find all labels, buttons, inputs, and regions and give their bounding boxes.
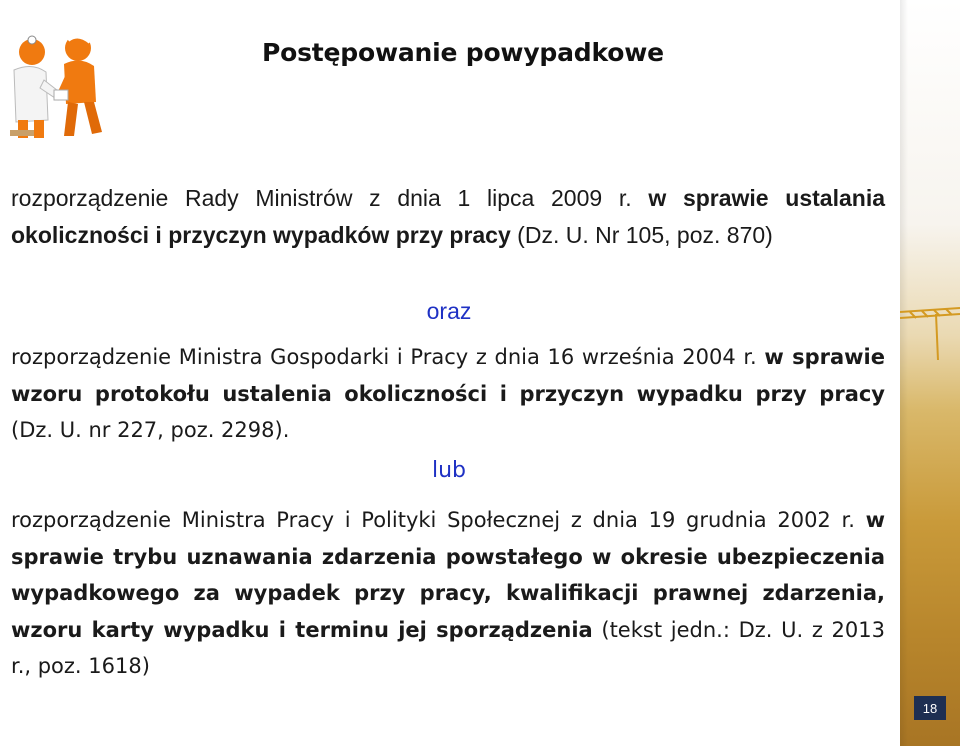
regulation-1-citation: (Dz. U. Nr 105, poz. 870) xyxy=(510,221,773,248)
injured-figure-icon xyxy=(54,35,102,136)
regulation-1 xyxy=(11,180,885,253)
regulation-2 xyxy=(11,339,885,449)
page-title: Postępowanie powypadkowe xyxy=(262,38,664,67)
construction-crane-icon xyxy=(900,300,960,360)
regulation-2-subject: w sprawie wzoru protokołu ustalenia okoliczności i przyczyn wypadku przy pracy xyxy=(11,345,886,406)
regulation-2-citation: (Dz. U. nr 227, poz. 2298). xyxy=(11,418,290,442)
regulation-3-citation: (tekst jedn.: Dz. U. z 2013 r., poz. 1618) xyxy=(11,617,885,678)
first-aid-illustration xyxy=(0,30,120,145)
regulation-3-intro: rozporządzenie Ministra Pracy i Polityki Społecznej z dnia 19 grudnia 2002 r. xyxy=(11,508,866,532)
doctor-figure-icon xyxy=(10,36,62,138)
regulation-1-intro: rozporządzenie Rady Ministrów z dnia 1 lipca 2009 r. xyxy=(11,185,649,211)
regulation-3 xyxy=(11,502,885,685)
regulation-2-intro: rozporządzenie Ministra Gospodarki i Pracy z dnia 16 września 2004 r. xyxy=(11,345,765,369)
side-decoration xyxy=(900,0,960,746)
page-number-badge: 18 xyxy=(914,696,946,720)
regulation-1-subject: w sprawie ustalania okoliczności i przyczyn wypadków przy pracy xyxy=(11,185,885,248)
conjunction-lub: lub xyxy=(431,458,467,483)
conjunction-oraz: oraz xyxy=(426,298,472,324)
regulation-3-subject: w sprawie trybu uznawania zdarzenia powstałego w okresie ubezpieczenia wypadkowego za wypadek przy pracy, kwalifikacji prawnej zdarzenia, wzoru karty wypadku i terminu jej sporządzenia xyxy=(11,508,885,642)
